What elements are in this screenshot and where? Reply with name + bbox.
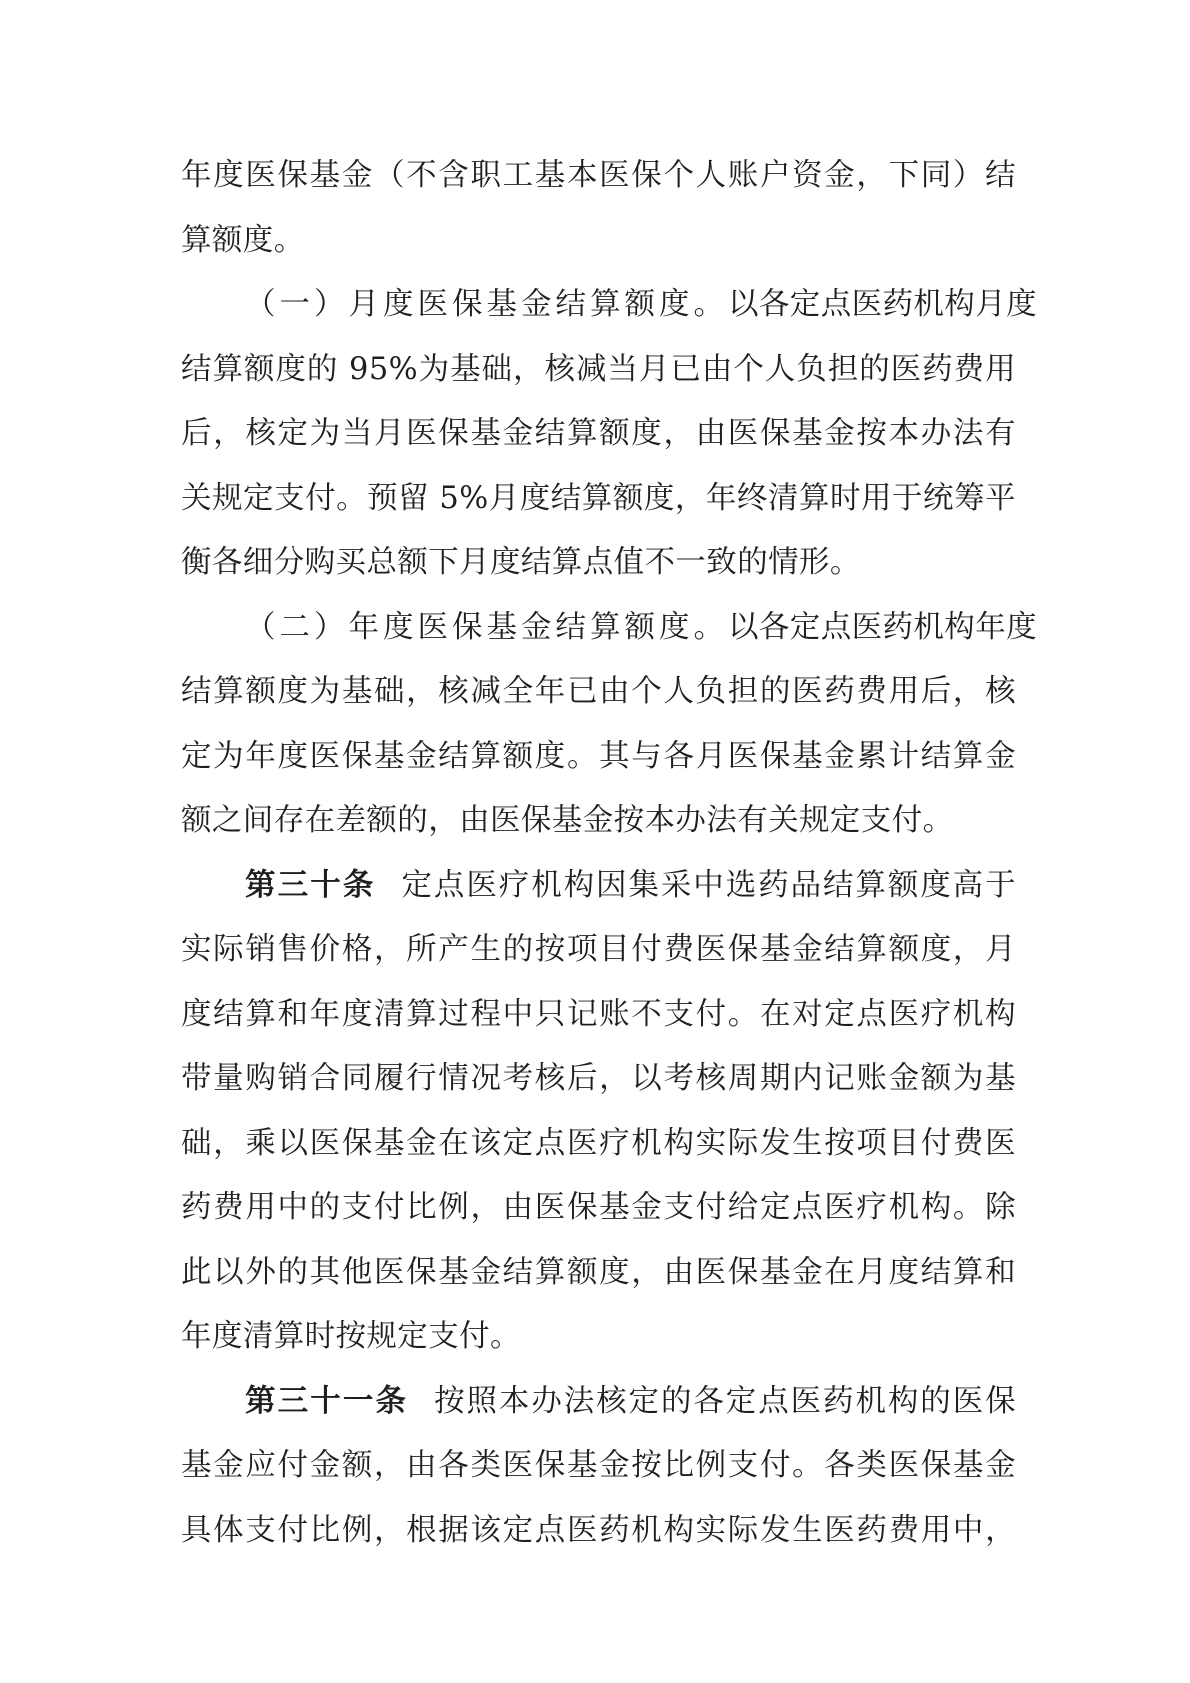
text-line: 带量购销合同履行情况考核后，以考核周期内记账金额为基 xyxy=(181,1061,1016,1096)
text-line: 此以外的其他医保基金结算额度，由医保基金在月度结算和 xyxy=(181,1254,1016,1290)
sub-clause-heading: （一）月度医保基金结算额度。 xyxy=(245,287,728,322)
paragraph-monthly-settlement xyxy=(181,273,1037,596)
text-segment: 以各定点医药机构年度 xyxy=(728,609,1037,645)
text-line: 衡各细分购买总额下月度结算点值不一致的情形。 xyxy=(181,545,861,580)
paragraph-continuation xyxy=(181,144,1016,273)
text-line: 定为年度医保基金结算额度。其与各月医保基金累计结算金 xyxy=(181,738,1016,774)
article-number: 第三十一条 xyxy=(245,1383,409,1419)
text-line: 础，乘以医保基金在该定点医疗机构实际发生按项目付费医 xyxy=(181,1125,1016,1161)
sub-clause-heading: （二）年度医保基金结算额度。 xyxy=(245,609,728,645)
text-line xyxy=(181,1370,1016,1435)
text-line: 度结算和年度清算过程中只记账不支付。在对定点医疗机构 xyxy=(181,996,1016,1032)
text-line: 结算额度为基础，核减全年已由个人负担的医药费用后，核 xyxy=(181,674,1016,709)
text-line: 结算额度的 95%为基础，核减当月已由个人负担的医药费用 xyxy=(181,351,1016,387)
text-line: 年度医保基金（不含职工基本医保个人账户资金，下同）结 xyxy=(181,158,1016,193)
text-line: 年度清算时按规定支付。 xyxy=(181,1319,521,1354)
text-line: 额之间存在差额的，由医保基金按本办法有关规定支付。 xyxy=(181,803,954,838)
text-segment: 定点医疗机构因集采中选药品结算额度高于 xyxy=(401,867,1016,903)
text-line xyxy=(181,854,1016,919)
article-31 xyxy=(181,1370,1016,1564)
text-line: 实际销售价格，所产生的按项目付费医保基金结算额度，月 xyxy=(181,932,1016,967)
article-number: 第三十条 xyxy=(245,867,376,903)
text-line: 后，核定为当月医保基金结算额度，由医保基金按本办法有 xyxy=(181,416,1016,451)
text-line: 关规定支付。预留 5%月度结算额度，年终清算时用于统筹平 xyxy=(181,480,1016,516)
text-line: 基金应付金额，由各类医保基金按比例支付。各类医保基金 xyxy=(181,1448,1016,1483)
article-30 xyxy=(181,854,1016,1370)
text-segment: 按照本办法核定的各定点医药机构的医保 xyxy=(434,1383,1017,1419)
text-segment: 以各定点医药机构月度 xyxy=(728,287,1037,322)
text-line xyxy=(181,596,1037,661)
paragraph-annual-settlement xyxy=(181,596,1037,854)
text-line: 算额度。 xyxy=(181,222,305,258)
text-line: 药费用中的支付比例，由医保基金支付给定点医疗机构。除 xyxy=(181,1190,1016,1225)
text-line: 具体支付比例，根据该定点医药机构实际发生医药费用中， xyxy=(181,1512,1016,1548)
document-body xyxy=(181,144,1037,1563)
text-line xyxy=(181,273,1037,338)
